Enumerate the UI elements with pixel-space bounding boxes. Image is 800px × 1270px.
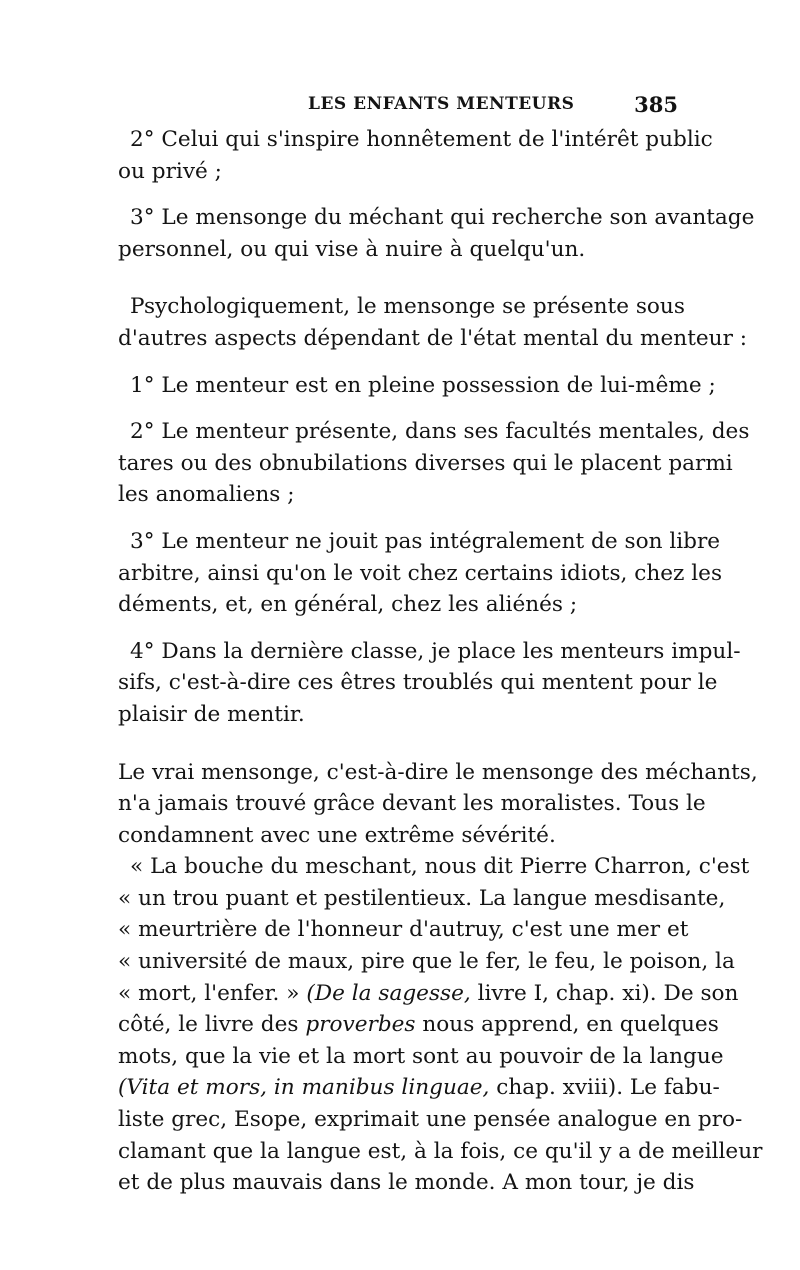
paragraph xyxy=(118,291,748,354)
text-line: tares ou des obnubilations diverses qui le placent parmi xyxy=(118,450,733,476)
text-line: liste grec, Esope, exprimait une pensée analogue en pro- xyxy=(118,1107,743,1133)
text-line: d'autres aspects dépendant de l'état mental du menteur : xyxy=(118,325,748,351)
paragraph xyxy=(118,202,755,265)
text-line: 1° Le menteur est en pleine possession de lui-même ; xyxy=(130,372,716,398)
text-line: les anomaliens ; xyxy=(118,482,295,508)
text-line: Psychologiquement, le mensonge se présente sous xyxy=(130,294,685,320)
paragraph xyxy=(118,416,750,511)
text-line: personnel, ou qui vise à nuire à quelqu'un. xyxy=(118,236,586,262)
text-line: ou privé ; xyxy=(118,158,222,184)
text-line: « La bouche du meschant, nous dit Pierre Charron, c'est xyxy=(130,854,750,880)
page-number: 385 xyxy=(634,92,678,117)
text-line: 3° Le mensonge du méchant qui recherche son avantage xyxy=(130,205,755,231)
book-title-citation: proverbes xyxy=(305,1012,416,1038)
text-line: 3° Le menteur ne jouit pas intégralement de son libre xyxy=(130,528,721,554)
page-header xyxy=(118,92,678,122)
paragraph xyxy=(118,636,741,731)
text-line: « un trou puant et pestilentieux. La langue mesdisante, xyxy=(118,885,726,911)
text-segment: « mort, l'enfer. » xyxy=(118,980,300,1006)
text-segment: côté, le livre des xyxy=(118,1012,299,1038)
text-line: « meurtrière de l'honneur d'autruy, c'est une mer et xyxy=(118,917,689,943)
text-line: condamnent avec une extrême sévérité. xyxy=(118,822,556,848)
text-line: 2° Celui qui s'inspire honnêtement de l'intérêt public xyxy=(130,127,713,152)
text-line xyxy=(118,1009,719,1041)
text-line: clamant que la langue est, à la fois, ce qu'il y a de meilleur xyxy=(118,1138,763,1164)
text-line: Le vrai mensonge, c'est-à-dire le mensonge des méchants, xyxy=(118,759,758,785)
text-segment: livre I, chap. xi). De son xyxy=(477,980,739,1006)
text-segment: nous apprend, en quelques xyxy=(422,1012,719,1038)
book-title-citation: (De la sagesse, xyxy=(306,980,471,1006)
text-line: 2° Le menteur présente, dans ses facultés mentales, des xyxy=(130,419,750,445)
text-line: plaisir de mentir. xyxy=(118,701,305,727)
text-line: « université de maux, pire que le fer, le feu, le poison, la xyxy=(118,949,735,975)
running-title: LES ENFANTS MENTEURS xyxy=(308,94,575,114)
text-line: arbitre, ainsi qu'on le voit chez certains idiots, chez les xyxy=(118,560,723,586)
text-line: et de plus mauvais dans le monde. A mon tour, je dis xyxy=(118,1170,695,1196)
paragraph xyxy=(118,757,758,852)
text-line: n'a jamais trouvé grâce devant les moralistes. Tous le xyxy=(118,791,706,817)
paragraph xyxy=(118,370,716,402)
text-line: sifs, c'est-à-dire ces êtres troublés qui mentent pour le xyxy=(118,670,718,696)
paragraph xyxy=(118,124,713,187)
quotation-paragraph xyxy=(118,851,763,1199)
text-line xyxy=(118,1072,720,1104)
page-body xyxy=(118,124,763,1199)
latin-citation: (Vita et mors, in manibus linguae, xyxy=(118,1075,490,1101)
text-line: 4° Dans la dernière classe, je place les menteurs impul- xyxy=(130,638,741,664)
text-line xyxy=(118,978,739,1010)
text-segment: chap. xviii). Le fabu- xyxy=(496,1075,720,1101)
text-line: déments, et, en général, chez les aliénés ; xyxy=(118,592,578,618)
paragraph xyxy=(118,526,723,621)
text-line: mots, que la vie et la mort sont au pouvoir de la langue xyxy=(118,1043,724,1069)
